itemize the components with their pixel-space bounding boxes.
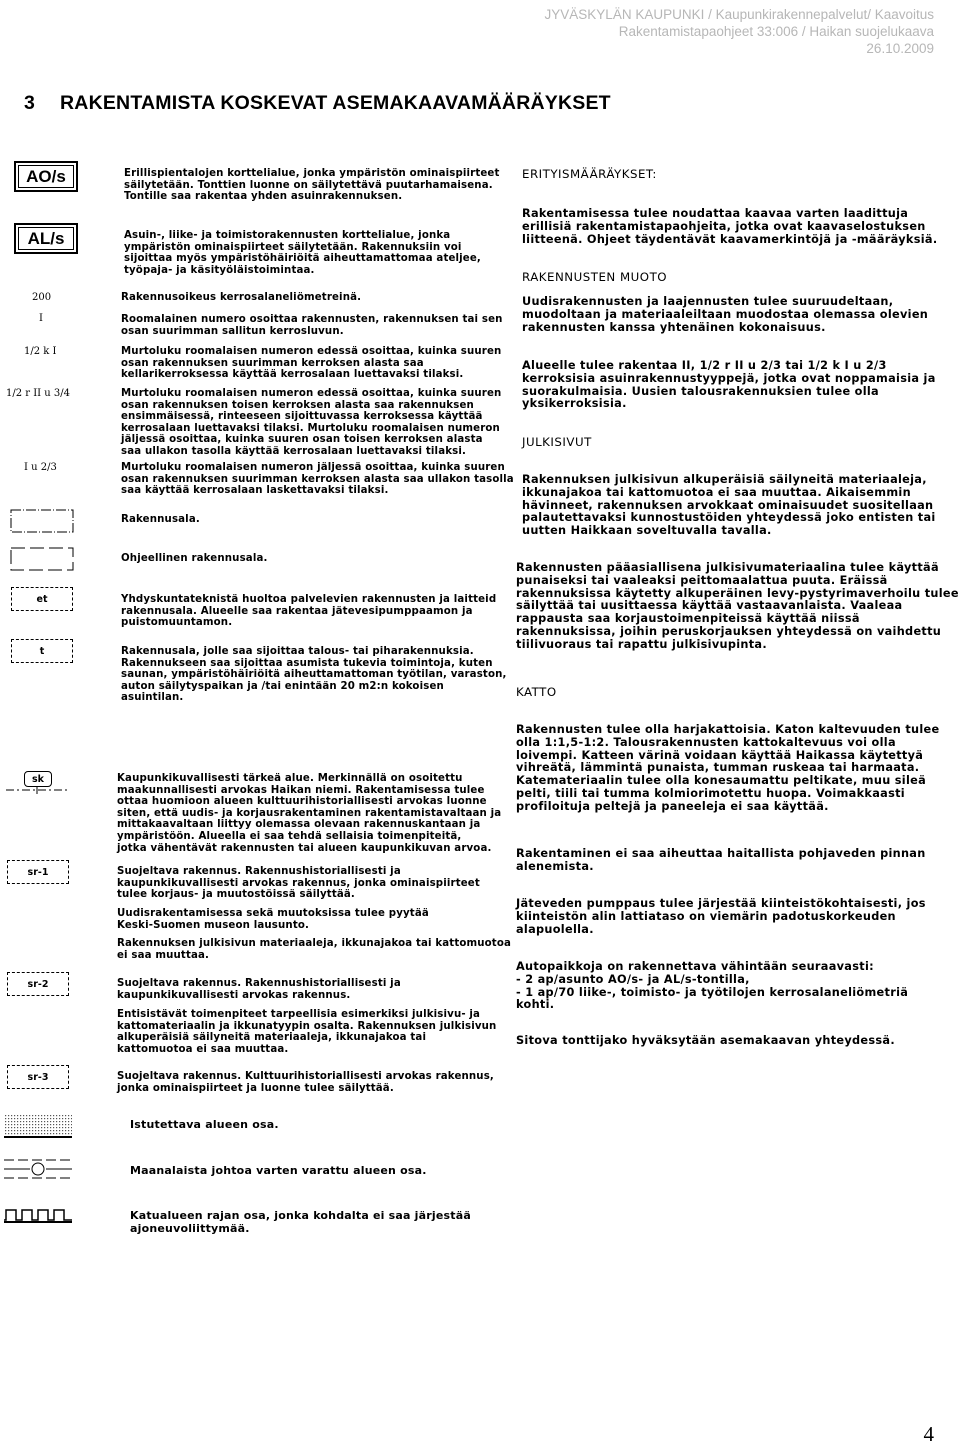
indicative-building-area-description: Ohjeellinen rakennusala.: [121, 553, 268, 564]
document-header: [545, 6, 934, 57]
attic-fraction-description: Murtoluku roomalaisen numeron jäljessä osoittaa, kuinka suuren osan rakennuksen suurimman kerroksen alasta saa ullakon tasolla saa käyttää kerrosalaan laskettavaksi tilaksi.: [121, 462, 514, 497]
header-date: 26.10.2009: [866, 41, 934, 56]
basement-fraction-description: Murtoluku roomalaisen numeron edessä osoittaa, kuinka suuren osan rakennuksen suurimman kerroksen alasta saa kellarikerroksessa käyttää kerrosalaan luettavaksi tilaksi.: [121, 346, 502, 381]
planting-area-description: Istutettava alueen osa.: [130, 1118, 279, 1131]
header-organization: JYVÄSKYLÄN KAUPUNKI / Kaupunkirakennepalvelut/ Kaavoitus: [544, 7, 934, 22]
header-document: Rakentamistapaohjeet 33:006 / Haikan suojelukaava: [618, 24, 934, 39]
building-form-text-1: Uudisrakennusten ja laajennusten tulee suuruudeltaan, muodoltaan ja materiaaleiltaan muodostaa olemassa olevien rakennusten kanssa yhtenäinen kokonaisuus.: [522, 295, 929, 334]
et-description: Yhdyskuntateknistä huoltoa palvelevien rakennusten ja laitteid rakennusala. Alueelle saa rakentaa jätevesipumppaamon ja puistomuuntamon.: [121, 594, 497, 629]
sr-3-description: Suojeltava rakennus. Kulttuurihistoriallisesti arvokas rakennus, jonka ominaispiirteet ja luonne tulee säilyttää.: [117, 1071, 494, 1094]
wastewater-text: Jäteveden pumppaus tulee järjestää kiinteistökohtaisesti, jos kiinteistön alin lattiataso on viemärin padotuskorkeuden alapuolella.: [516, 897, 926, 936]
parking-text: Autopaikkoja on rakennettava vähintään seuraavasti: - 2 ap/asunto AO/s- ja AL/s-tontilla, - 1 ap/70 liike-, toimisto- ja työtilojen kerrosalaneliömetriä kohti.: [516, 960, 909, 1012]
al-s-description: Asuin-, liike- ja toimistorakennusten korttelialue, jonka ympäristön ominaispiirteet säilytetään. Rakennuksiin voi sijoittaa myös ympäristöhäiriöitä aiheuttamattomaa ateljee, työpaja- ja käsityöläistoimintaa.: [124, 230, 481, 276]
al-s-symbol: AL/s: [14, 223, 78, 254]
building-area-icon: [9, 506, 75, 536]
sr-1-symbol: sr-1: [7, 860, 69, 884]
sr-1-facade-rule: Rakennuksen julkisivun materiaaleja, ikkunajakoa tai kattomuotoa ei saa muuttaa.: [117, 938, 511, 961]
floor-count-symbol: I: [39, 313, 43, 324]
underground-line-description: Maanalaista johtoa varten varattu alueen osa.: [130, 1164, 427, 1177]
underground-line-icon: [2, 1156, 74, 1182]
facades-heading: JULKISIVUT: [522, 435, 592, 449]
planting-area-icon: [2, 1112, 74, 1140]
special-provisions-text: Rakentamisessa tulee noudattaa kaavaa varten laadittuja erillisiä rakentamistapaohjeita, jotka ovat kaavaselostuksen liitteenä. Ohjeet täydentävät kaavamerkintöjä ja -määräyksiä.: [522, 207, 938, 246]
attic-fraction-symbol: I u 2/3: [24, 462, 57, 473]
sr-3-symbol: sr-3: [7, 1065, 69, 1089]
et-symbol: et: [11, 587, 73, 611]
sk-description: Kaupunkikuvallisesti tärkeä alue. Merkinnällä on osoitettu maakunnallisesti arvokas Haikan niemi. Rakentamisessa tulee ottaa huomioon alueen kulttuurihistoriallisesti arvokas luonne siten, että uudis- ja korjausrakentaminen rakentamistavaltaan ja mittakaavaltaan liittyy olemassa olevaan rakennuskantaan ja ympäristöön. Alueella ei saa tehdä sellaisia toimenpiteitä, jotka vähentävät rakennusten tai alueen kaupunkikuvan arvoa.: [117, 773, 502, 854]
ao-s-symbol: AO/s: [14, 161, 78, 192]
facades-text-2: Rakennusten pääasiallisena julkisivumateriaalina tulee käyttää punaiseksi tai vaaleaksi peittomaalattua puuta. Eräissä rakennuksissa käytetty alkuperäinen levy-pystyrimaverhoilu tulee säilyttää tai uusittaessa käyttää vastaavanlaista. Vaaleaa rappausta saa korjaustoimenpiteissä käyttää niissä rakennuksissa, joihin peruskorjauksen yhteydessä on vaihdettu tiilivuoraus tai rapattu julkisivupinta.: [516, 561, 959, 651]
section-title-text: RAKENTAMISTA KOSKEVAT ASEMAKAAVAMÄÄRÄYKSET: [60, 92, 611, 114]
facades-text-1: Rakennuksen julkisivun alkuperäisiä säilyneitä materiaaleja, ikkunajakoa tai kattomuotoa ei saa muuttaa. Aikaisemmin hävinneet, rakennuksen arvokkaat ominaisuudet suositellaan palautettavaksi kunnostustöiden yhteydessä joko entisten tai uutten Haikkaan soveltuvalla tavalla.: [522, 473, 936, 538]
plot-division-text: Sitova tonttijako hyväksytään asemakaavan yhteydessä.: [516, 1034, 895, 1047]
section-number: 3: [24, 92, 36, 114]
floor-count-description: Roomalainen numero osoittaa rakennusten, rakennuksen tai sen osan suurimman sallitun kerrosluvun.: [121, 314, 503, 337]
t-symbol: t: [11, 639, 73, 663]
building-rights-symbol: 200: [32, 292, 52, 303]
no-vehicle-access-description: Katualueen rajan osa, jonka kohdalta ei saa järjestää ajoneuvoliittymää.: [130, 1209, 471, 1235]
t-description: Rakennusala, jolle saa sijoittaa talous- tai piharakennuksia. Rakennukseen saa sijoittaa asumista tukevia toimintoja, kuten saunan, ympäristöhäiriöitä aiheuttamattoman työtilan, varaston, auton säilytyspaikan ja /tai enintään 20 m2:n kokoisen asuintilan.: [121, 646, 507, 704]
building-area-description: Rakennusala.: [121, 514, 200, 525]
page-number: 4: [923, 1422, 934, 1446]
special-provisions-heading: ERITYISMÄÄRÄYKSET:: [522, 167, 657, 181]
ao-s-description: Erillispientalojen korttelialue, jonka ympäristön ominaispiirteet säilytetään. Tonttien luonne on säilytettävä puutarhamaisena. Tontille saa rakentaa yhden asuinrakennuksen.: [124, 168, 500, 203]
sk-symbol: sk: [24, 771, 52, 787]
roof-heading: KATTO: [516, 685, 557, 699]
sr-1-description: Suojeltava rakennus. Rakennushistoriallisesti ja kaupunkikuvallisesti arvokas rakennus, jonka ominaispiirteet tulee korjaus- ja muutostöissä säilyttää.: [117, 866, 480, 901]
building-form-text-2: Alueelle tulee rakentaa II, 1/2 r II u 2/3 tai 1/2 k I u 2/3 kerroksisia asuinrakennustyyppejä, jotka ovat noppamaisia ja suorakulmaisia. Uusien talousrakennuksien tulee olla yksikerroksisia.: [522, 359, 936, 411]
building-rights-description: Rakennusoikeus kerrosalaneliömetreinä.: [121, 292, 362, 303]
groundwater-text: Rakentaminen ei saa aiheuttaa haitallista pohjaveden pinnan alenemista.: [516, 847, 926, 873]
building-form-heading: RAKENNUSTEN MUOTO: [522, 270, 668, 284]
sr-1-museum-statement: Uudisrakentamisessa sekä muutoksissa tulee pyytää Keski-Suomen museon lausunto.: [117, 908, 429, 931]
roof-text: Rakennusten tulee olla harjakattoisia. Katon kaltevuuden tulee olla 1:1,5-1:2. Talousrakennusten kattokaltevuus voi olla loivempi. Katteen värinä voidaan käyttää Haikassa käytettyä vihreätä, lämmintä punaista, tumman ruskeaa tai harmaata. Katemateriaalin tulee olla konesaumattu peltikate, muu sileä pelti, tiili tai tumma kolmiorimotettu huopa. Voimakkaasti profiloituja peltejä ja paneeleja ei saa käyttää.: [516, 723, 940, 813]
section-title: [24, 92, 611, 115]
sr-2-symbol: sr-2: [7, 972, 69, 996]
sr-2-restoration-rule: Entisistävät toimenpiteet tarpeellisia esimerkiksi julkisivu- ja kattomateriaalin ja ikkunatyypin osalta. Rakennuksen julkisivun alkuperäisiä säilyneitä materiaaleja, ikkunajakoa tai kattomuotoa ei saa muuttaa.: [117, 1009, 497, 1055]
basement-fraction-symbol: 1/2 k I: [24, 346, 57, 357]
indicative-building-area-icon: [9, 544, 75, 574]
slope-floor-description: Murtoluku roomalaisen numeron edessä osoittaa, kuinka suuren osan rakennuksen toisen kerroksen alasta saa rakennuksen ensimmäisessä, rinteeseen sijoittuvassa kerroksessa käyttää kerrosalaan luettavaksi tilaksi. Murtoluku roomalaisen numeron jäljessä osoittaa, kuinka suuren osan toisen kerroksen alasta saa ullakon tasolla käyttää kerrosalaan luettavaksi tilaksi.: [121, 388, 502, 457]
sr-2-description: Suojeltava rakennus. Rakennushistoriallisesti ja kaupunkikuvallisesti arvokas rakennus.: [117, 978, 401, 1001]
no-vehicle-access-icon: [2, 1204, 74, 1226]
slope-floor-symbol: 1/2 r II u 3/4: [6, 388, 71, 399]
